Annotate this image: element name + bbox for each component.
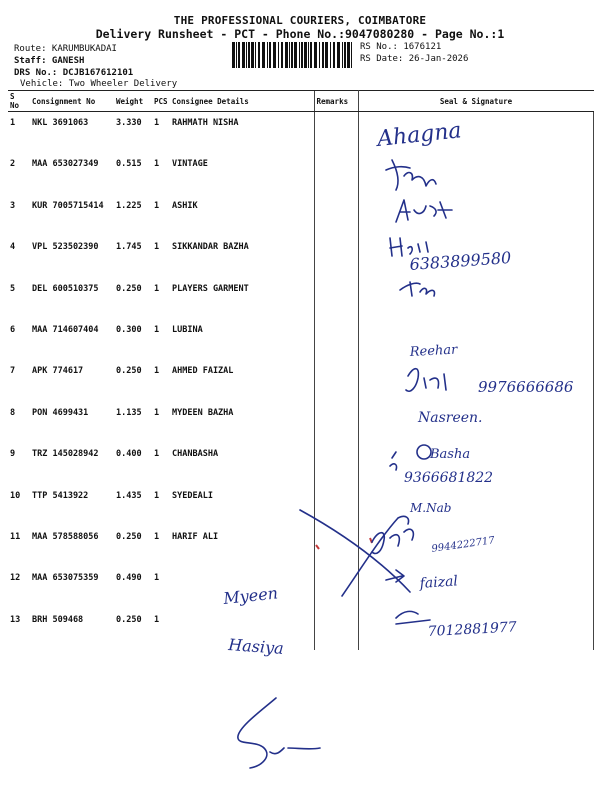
cell-consignee: VINTAGE: [172, 159, 208, 170]
cell-weight: 0.250: [116, 366, 142, 377]
bottom-signature: [238, 698, 320, 768]
cell-pcs: 1: [154, 449, 160, 460]
cell-weight: 0.250: [116, 614, 142, 625]
cell-consignee: PLAYERS GARMENT: [172, 283, 249, 294]
hw-left-1: Myeen: [222, 583, 279, 608]
hw-r4-phone: 6383899580: [408, 247, 512, 274]
cell-weight: 0.250: [116, 283, 142, 294]
red-mark: [316, 538, 372, 549]
cell-consignment: TRZ 145028942: [32, 449, 99, 460]
hw-r10: M.Nab: [410, 501, 452, 515]
hw-r9-name: Basha: [430, 447, 471, 462]
signature-r2: [386, 160, 436, 190]
signature-r13: [396, 611, 430, 624]
cell-weight: 0.400: [116, 449, 142, 460]
cell-consignment: MAA 714607404: [32, 324, 99, 335]
company-title: THE PROFESSIONAL COURIERS, COIMBATORE: [173, 14, 427, 27]
cross-mark: [300, 510, 410, 596]
cell-sno: 12: [10, 573, 21, 584]
cell-sno: 13: [10, 614, 21, 625]
cell-weight: 3.330: [116, 118, 142, 128]
hw-r12: faizal: [419, 573, 459, 592]
cell-consignment: TTP 5413922: [32, 490, 89, 501]
cell-sno: 11: [10, 531, 21, 542]
cell-sno: 5: [10, 283, 16, 294]
cell-consignment: VPL 523502390: [32, 242, 99, 253]
cell-sno: 1: [10, 118, 16, 128]
cell-weight: 0.515: [116, 159, 142, 170]
cell-consignment: KUR 7005715414: [32, 200, 104, 211]
signature-r9-mark: [390, 452, 397, 470]
hw-r8: Nasreen.: [418, 410, 483, 426]
cell-consignee: MYDEEN BAZHA: [172, 407, 234, 418]
cell-weight: 0.490: [116, 573, 142, 584]
header-weight: Weight: [114, 91, 152, 112]
cell-consignee: SIKKANDAR BAZHA: [172, 242, 249, 253]
header-consignee: Consignee Details: [170, 91, 314, 112]
signature-r3: [396, 200, 452, 222]
cell-consignee: LUBINA: [172, 324, 203, 335]
cell-consignment: DEL 600510375: [32, 283, 99, 294]
cell-weight: 1.135: [116, 407, 142, 418]
header-consignment: Consignment No: [30, 91, 114, 112]
cell-weight: 1.225: [116, 200, 142, 211]
cell-pcs: 1: [154, 242, 160, 253]
hw-r7-phone: 9976666686: [478, 378, 574, 396]
rs-date: RS Date: 26-Jan-2026: [360, 54, 469, 64]
hw-r9-phone: 9366681822: [404, 470, 494, 486]
drs-no: DRS No.: DCJB167612101: [14, 68, 134, 78]
cell-consignment: MAA 653027349: [32, 159, 99, 170]
header-seal: Seal & Signature: [358, 91, 594, 112]
header-sno: S No: [8, 91, 30, 112]
vehicle: Vehicle: Two Wheeler Delivery: [20, 79, 178, 89]
cell-pcs: 1: [154, 324, 160, 335]
cell-weight: 0.250: [116, 531, 142, 542]
cell-consignee: AHMED FAIZAL: [172, 366, 234, 377]
signature-r9-circle: [417, 445, 431, 459]
cell-pcs: 1: [154, 159, 160, 170]
cell-weight: 1.745: [116, 242, 142, 253]
hw-r11-phone: 9944222717: [430, 535, 496, 555]
cell-weight: 1.435: [116, 490, 142, 501]
hw-r13-phone: 7012881977: [427, 619, 518, 640]
cell-sno: 2: [10, 159, 16, 170]
cell-pcs: 1: [154, 531, 160, 542]
cell-consignment: MAA 653075359: [32, 573, 99, 584]
cell-sno: 6: [10, 324, 16, 335]
cell-pcs: 1: [154, 573, 160, 584]
sheet-title: Delivery Runsheet - PCT - Phone No.:9047080280 - Page No.:1: [95, 27, 505, 41]
staff: Staff: GANESH: [14, 56, 85, 66]
cell-sno: 10: [10, 490, 21, 501]
signature-r5: [400, 282, 435, 296]
cell-pcs: 1: [154, 200, 160, 211]
hw-r7-name: Reehar: [409, 342, 458, 360]
cell-consignment: BRH 509468: [32, 614, 84, 625]
cell-pcs: 1: [154, 490, 160, 501]
rs-no: RS No.: 1676121: [360, 42, 442, 52]
cell-weight: 0.300: [116, 324, 142, 335]
cell-consignee: HARIF ALI: [172, 531, 219, 542]
cell-pcs: 1: [154, 283, 160, 294]
header-pcs: PCS: [152, 91, 170, 112]
header-remarks: Remarks: [314, 91, 358, 112]
cell-consignee: SYEDEALI: [172, 490, 213, 501]
cell-consignment: APK 774617: [32, 366, 84, 377]
route: Route: KARUMBUKADAI: [14, 44, 117, 54]
cell-pcs: 1: [154, 366, 160, 377]
hw-left-2: Hasiya: [227, 635, 285, 658]
cell-pcs: 1: [154, 407, 160, 418]
cell-sno: 7: [10, 366, 16, 377]
hw-r1: Ahagna: [376, 118, 463, 152]
cell-consignee: CHANBASHA: [172, 449, 219, 460]
cell-consignment: MAA 578588056: [32, 531, 99, 542]
cell-sno: 3: [10, 200, 16, 211]
cell-sno: 9: [10, 449, 16, 460]
signature-r7: [406, 369, 446, 392]
cell-consignee: RAHMATH NISHA: [172, 118, 239, 128]
cell-pcs: 1: [154, 614, 160, 625]
cell-sno: 8: [10, 407, 16, 418]
cell-sno: 4: [10, 242, 16, 253]
cell-consignment: NKL 3691063: [32, 118, 89, 128]
cell-pcs: 1: [154, 118, 160, 128]
signature-r11: [372, 529, 413, 553]
cell-consignee: ASHIK: [172, 200, 198, 211]
cell-consignment: PON 4699431: [32, 407, 89, 418]
